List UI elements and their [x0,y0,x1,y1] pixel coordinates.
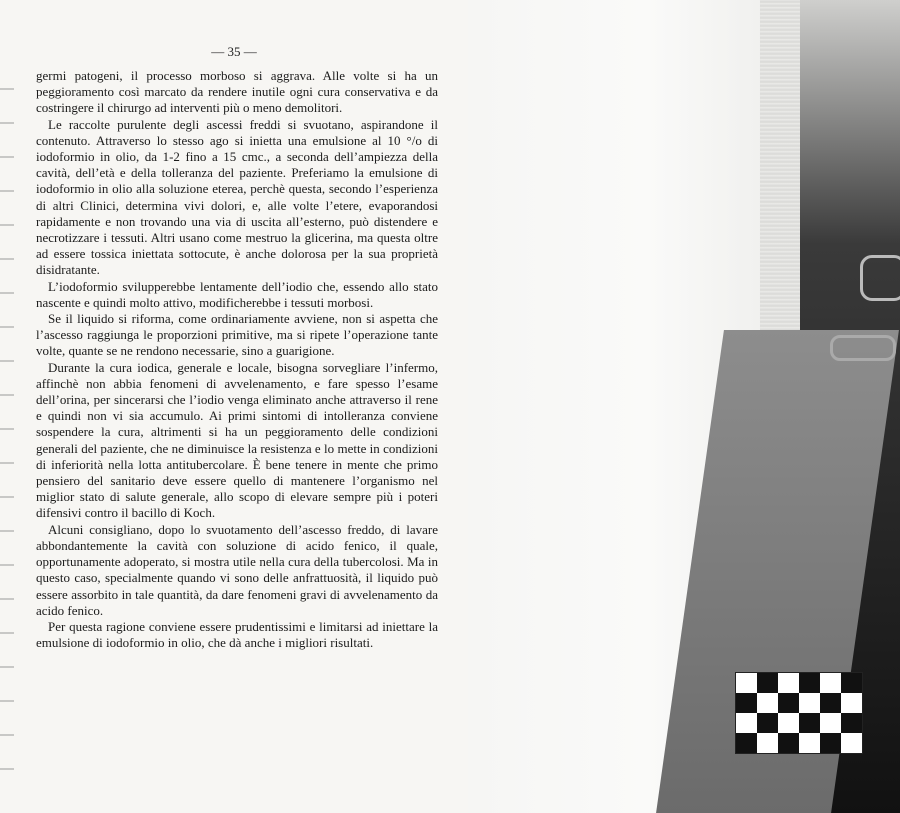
clip-icon [830,335,896,361]
paragraph: L’iodoformio svilupperebbe lentamente dell’iodio che, essendo allo stato nascente e quindi molto attivo, modificherebbe i tessuti morbosi. [36,278,438,310]
clip-icon [860,255,900,301]
paragraph: Se il liquido si riforma, come ordinariamente avviene, non si aspetta che l’ascesso raggiunga le proporzioni primitive, ma si ripete l’operazione tante volte, quante se ne rendono necessarie, sino a guarigione. [36,311,438,359]
paragraph: Per questa ragione conviene essere prudentissimi e limitarsi ad iniettare la emulsione di iodoformio in olio, che dà anche i migliori risultati. [36,618,438,651]
page-number: — 35 — [211,44,257,59]
color-scale-checker [735,672,863,754]
paragraph: germi patogeni, il processo morboso si aggrava. Alle volte si ha un peggioramento così marcato da rendere inutile ogni cura conservativa e da costringere il chirurgo ad interventi più o meno demolitori. [36,68,438,116]
paragraph: Alcuni consigliano, dopo lo svuotamento dell’ascesso freddo, di lavare abbondantemente la cavità con soluzione di acido fenico, il quale, opportunamente adoperato, si mostra utile nella cura della tubercolosi. Ma in questo caso, specialmente quando vi sono delle anfrattuosità, il liquido può essere assorbito in tale quantità, da dare fenomeni gravi di avvelenamento da acido fenico. [36,521,438,618]
gutter-marks [0,70,14,770]
paragraph: Le raccolte purulente degli ascessi freddi si svuotano, aspirandone il contenuto. Attraverso lo stesso ago si inietta una emulsione al 10 °/o di iodoformio in olio, da 1-2 fino a 15 cmc., a seconda dell’ampiezza della cavità, dell’età e della tolleranza del paziente. Preferiamo la emulsione di iodoformio in olio alla soluzione eterea, perchè questa, secondo l’esperienza di altri Clinici, determina vivi dolori, e, alle volte l’etere, evaporandosi rapidamente e non trovando una via di uscita all’esterno, può distendere e necrotizzare i tessuti. Altri usano come mestruo la glicerina, ma questa oltre ad essere tossica iniettata sottocute, è anche dolorosa per la sua proprietà disidratante. [36,116,438,278]
body-text [36,68,438,651]
paragraph: Durante la cura iodica, generale e locale, bisogna sorvegliare l’infermo, affinchè non abbia fenomeni di avvelenamento, e fare spesso l’esame dell’orina, per sincerarsi che l’iodio venga eliminato anche attraverso il rene e quindi non vi sia accumulo. Ai primi sintomi di intolleranza conviene sospendere la cura, altrimenti si ha un peggioramento delle condizioni generali del paziente, che ne diminuisce la resistenza e lo mette in condizioni di inferiorità nella lotta antitubercolare. È bene tenere in mente che primo pensiero del sanitario deve essere quello di mantenere l’organismo nel miglior stato di salute generale, allo scopo di elevare sempre più i poteri difensivi contro il bacillo di Koch. [36,359,438,521]
